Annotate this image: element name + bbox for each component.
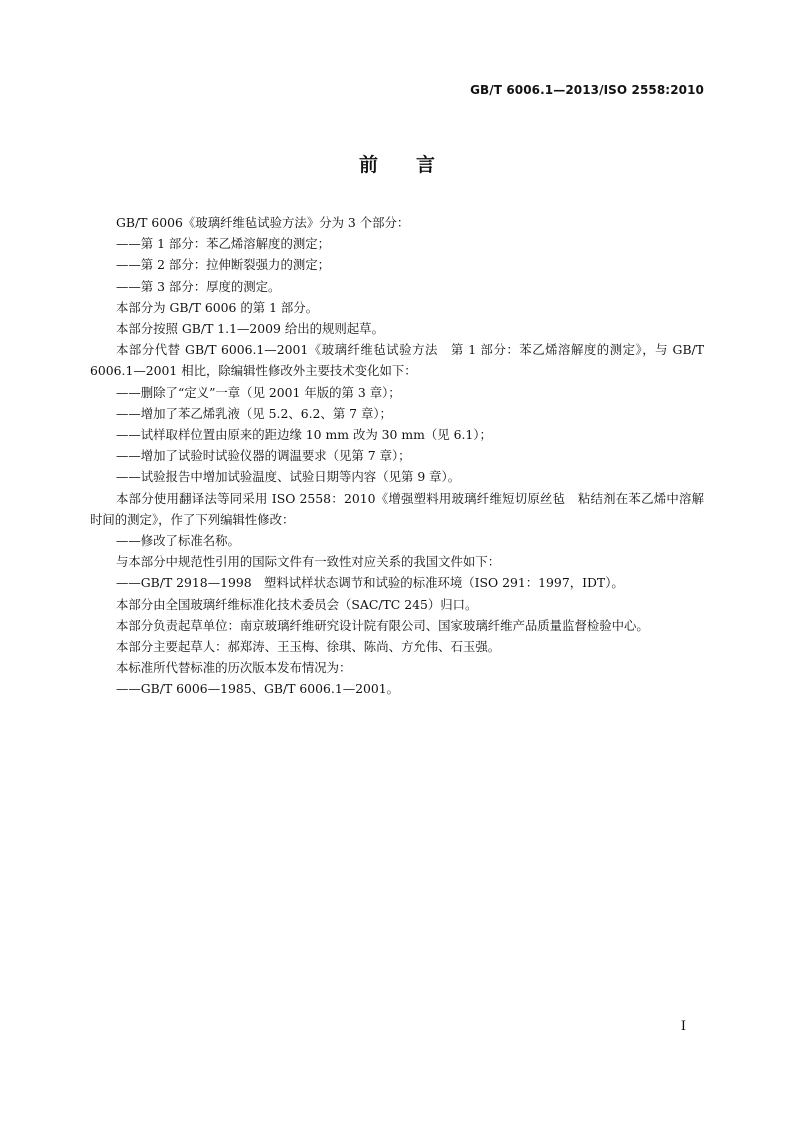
paragraph-12: ——试验报告中增加试验温度、试验日期等内容（见第 9 章）。 xyxy=(116,469,461,485)
paragraph-19: 本部分主要起草人：郝郑涛、王玉梅、徐琪、陈尚、方允伟、石玉强。 xyxy=(116,639,501,655)
foreword-body xyxy=(90,212,704,700)
paragraph-1: GB/T 6006《玻璃纤维毡试验方法》分为 3 个部分： xyxy=(116,215,410,230)
paragraph-17: 本部分由全国玻璃纤维标准化技术委员会（SAC/TC 245）归口。 xyxy=(116,596,478,612)
page-title xyxy=(0,150,794,177)
title-char-2: 言 xyxy=(416,154,436,176)
paragraph-5: 本部分为 GB/T 6006 的第 1 部分。 xyxy=(116,299,319,315)
paragraph-11: ——增加了试验时试验仪器的调温要求（见第 7 章）； xyxy=(116,448,411,464)
paragraph-3: ——第 2 部分：拉伸断裂强力的测定； xyxy=(116,257,331,273)
paragraph-2: ——第 1 部分：苯乙烯溶解度的测定； xyxy=(116,236,331,252)
paragraph-4: ——第 3 部分：厚度的测定。 xyxy=(116,278,281,294)
paragraph-14: ——修改了标准名称。 xyxy=(116,533,240,549)
paragraph-6: 本部分按照 GB/T 1.1—2009 给出的规则起草。 xyxy=(116,321,384,337)
standard-code-header: GB/T 6006.1—2013/ISO 2558:2010 xyxy=(470,83,704,97)
page-number: I xyxy=(680,1019,686,1034)
paragraph-18: 本部分负责起草单位：南京玻璃纤维研究设计院有限公司、国家玻璃纤维产品质量监督检验中心。 xyxy=(116,617,649,633)
paragraph-13: 本部分使用翻译法等同采用 ISO 2558：2010《增强塑料用玻璃纤维短切原丝毡 粘结剂在苯乙烯中溶解时间的测定》，作了下列编辑性修改： xyxy=(90,490,704,527)
paragraph-9: ——增加了苯乙烯乳液（见 5.2、6.2、第 7 章）； xyxy=(116,405,392,421)
paragraph-20: 本标准所代替标准的历次版本发布情况为： xyxy=(116,660,352,676)
title-char-1: 前 xyxy=(358,154,378,176)
paragraph-15: 与本部分中规范性引用的国际文件有一致性对应关系的我国文件如下： xyxy=(116,554,501,570)
paragraph-7: 本部分代替 GB/T 6006.1—2001《玻璃纤维毡试验方法 第 1 部分：苯乙烯溶解度的测定》，与 GB/T 6006.1—2001 相比，除编辑性修改外主要技术变化如下： xyxy=(90,342,704,379)
paragraph-8: ——删除了“定义”一章（见 2001 年版的第 3 章）； xyxy=(116,384,401,400)
paragraph-21: ——GB/T 6006—1985、GB/T 6006.1—2001。 xyxy=(116,681,400,697)
paragraph-10: ——试样取样位置由原来的距边缘 10 mm 改为 30 mm（见 6.1）； xyxy=(116,427,492,443)
paragraph-16: ——GB/T 2918—1998 塑料试样状态调节和试验的标准环境（ISO 291：1997，IDT）。 xyxy=(116,575,624,591)
